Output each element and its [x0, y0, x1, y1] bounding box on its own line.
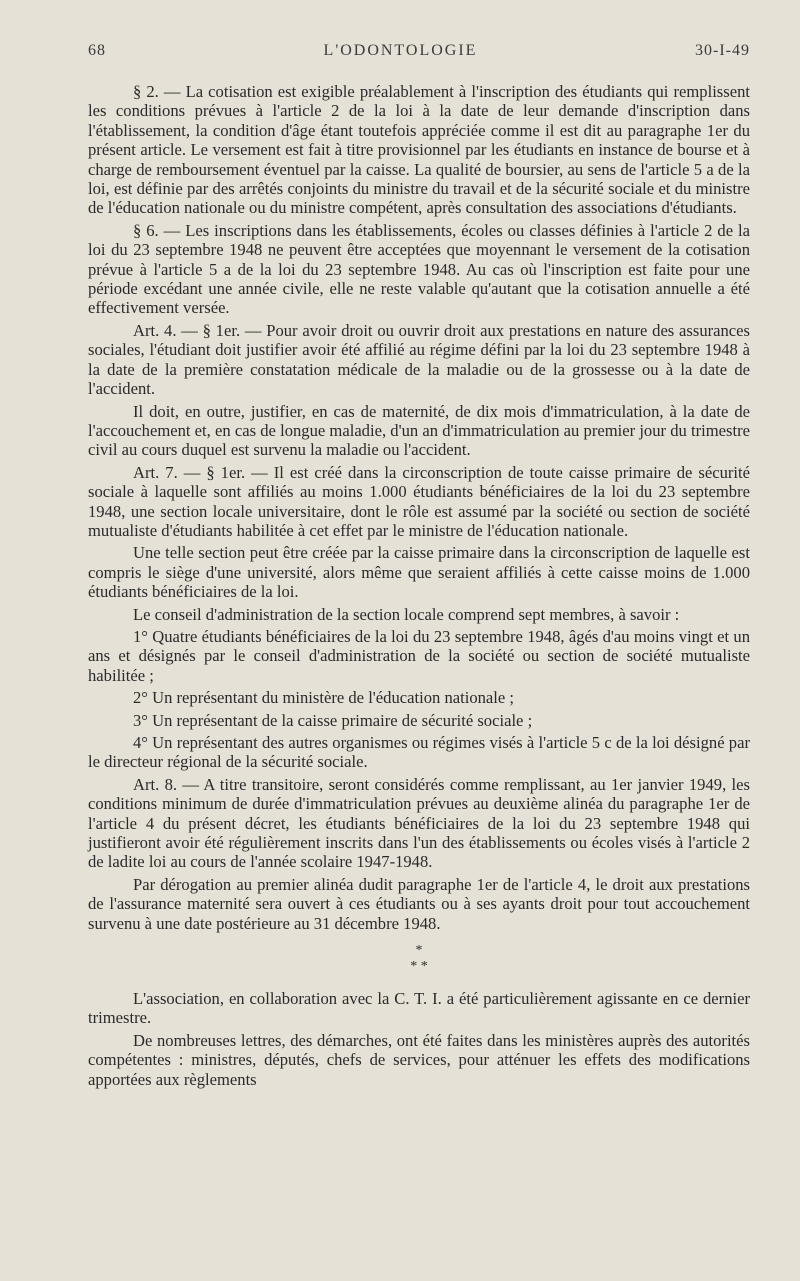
paragraph: 3° Un représentant de la caisse primaire de sécurité sociale ; [133, 710, 533, 730]
paragraph: Par dérogation au premier alinéa dudit paragraphe 1er de l'article 4, le droit aux prestations de l'assurance maternité sera ouvert à ces étudiants ou à ses ayants droit pour tout accouchement survenu à une date postérieure au 31 décembre 1948. [88, 874, 750, 933]
paragraph: § 2. — La cotisation est exigible préalablement à l'inscription des étudiants qui remplissent les conditions prévues à l'article 2 de la loi à la date de leur demande d'inscription dans l'établissement, la condition d'âge étant toutefois appréciée comme il est dit au paragraphe 1er du présent article. Le versement est fait à titre provisionnel par les étudiants en instance de bourse et à charge de remboursement éventuel par la caisse. La qualité de boursier, au sens de l'article 5 a de la loi, est définie par des arrêtés conjoints du ministre du travail et de la sécurité sociale et du ministre de l'éducation nationale ou du ministre compétent, après consultation des associations d'étudiants. [88, 82, 750, 218]
separator-top: * [415, 943, 423, 959]
paragraph: 1° Quatre étudiants bénéficiaires de la loi du 23 septembre 1948, âgés d'au moins vingt et un ans et désignés par le conseil d'administration de la société ou section de société mutualiste habilitée ; [88, 626, 750, 685]
issue-date: 30-I-49 [695, 42, 750, 59]
paragraph: Une telle section peut être créée par la caisse primaire dans la circonscription de laquelle est compris le siège d'une université, alors même que seraient affiliés à cette caisse moins de 1.000 étudiants bénéficiaires de la loi. [88, 543, 750, 602]
paragraph: De nombreuses lettres, des démarches, ont été faites dans les ministères auprès des autorités compétentes : ministres, députés, chefs de services, pour atténuer les effets des modifications apportées aux règlements [88, 1030, 750, 1089]
journal-title: L'ODONTOLOGIE [323, 42, 478, 59]
section-separator [88, 943, 750, 975]
paragraph: Il doit, en outre, justifier, en cas de maternité, de dix mois d'immatriculation, à la date de l'accouchement et, en cas de longue maladie, d'un an d'immatriculation au premier jour du trimestre civil au cours duquel est survenu la maladie ou l'accident. [88, 401, 750, 460]
paragraph: Le conseil d'administration de la section locale comprend sept membres, à savoir : [133, 604, 680, 624]
body-text [88, 82, 750, 1089]
separator-bottom: * * [410, 959, 428, 975]
paragraph: Art. 4. — § 1er. — Pour avoir droit ou ouvrir droit aux prestations en nature des assurances sociales, l'étudiant doit justifier avoir été affilié au régime défini par la loi du 23 septembre 1948 à la date de la première constatation médicale de la maladie ou de la grossesse ou à la date de l'accident. [88, 320, 750, 399]
paragraph: Art. 7. — § 1er. — Il est créé dans la circonscription de toute caisse primaire de sécurité sociale à laquelle sont affiliés au moins 1.000 étudiants bénéficiaires de la loi du 23 septembre 1948, une section locale universitaire, dont le rôle est assumé par la société ou section de société mutualiste d'étudiants habilitée à cet effet par le ministre de l'éducation nationale. [88, 462, 750, 540]
paragraph: L'association, en collaboration avec la C. T. I. a été particulièrement agissante en ce dernier trimestre. [88, 989, 750, 1028]
paragraph: Art. 8. — A titre transitoire, seront considérés comme remplissant, au 1er janvier 1949, les conditions minimum de durée d'immatriculation prévues au deuxième alinéa du paragraphe 1er de l'article 4 du présent décret, les étudiants bénéficiaires de la loi du 23 septembre 1948 qui justifieront avoir été régulièrement inscrits dans l'un des établissements ou écoles visés à l'article 2 de ladite loi au cours de l'année scolaire 1947-1948. [88, 774, 750, 872]
paragraph: § 6. — Les inscriptions dans les établissements, écoles ou classes définies à l'article 2 de la loi du 23 septembre 1948 ne peuvent être acceptées que moyennant le versement de la cotisation prévue à l'article 5 a de la loi du 23 septembre 1948. Au cas où l'inscription est faite pour une période excédant une année civile, elle ne reste valable qu'autant que la cotisation annuelle a été effectivement versée. [88, 220, 750, 318]
page-number: 68 [88, 42, 106, 59]
page-header [88, 42, 750, 60]
paragraph: 2° Un représentant du ministère de l'éducation nationale ; [133, 688, 515, 708]
paragraph: 4° Un représentant des autres organismes ou régimes visés à l'article 5 c de la loi désigné par le directeur régional de la sécurité sociale. [88, 733, 750, 772]
